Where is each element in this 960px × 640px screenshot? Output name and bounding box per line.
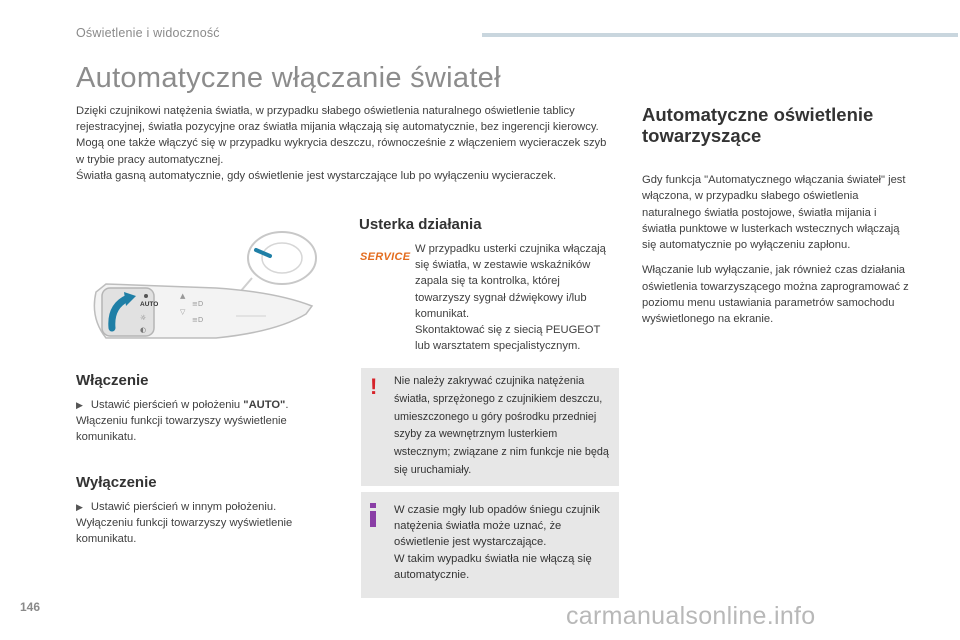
auto-label: AUTO [140, 301, 159, 308]
svg-text:≡D: ≡D [192, 316, 204, 324]
svg-text:▽: ▽ [180, 308, 186, 316]
switch-on-instruction-end: . [285, 399, 289, 411]
section-header: Oświetlenie i widoczność [76, 26, 220, 40]
fault-heading: Usterka działania [359, 216, 482, 233]
follow-me-heading: Automatyczne oświetlenie towarzyszące [642, 104, 874, 146]
header-accent-bar [482, 33, 958, 37]
info-paragraph: W czasie mgły lub opadów śniegu czujnik natężenia światła może uznać, że oświetlenie jest wystarczające. [394, 504, 600, 549]
switch-on-body: Włączeniu funkcji towarzyszy wyświetlenie komunikatu. [76, 415, 287, 444]
light-stalk-illustration [76, 222, 346, 362]
switch-on-heading: Włączenie [76, 372, 149, 389]
fault-text [415, 241, 615, 354]
svg-text:◐: ◐ [140, 326, 147, 334]
follow-me-paragraph-2: Włączanie lub wyłączanie, jak również czas działania oświetlenia towarzyszącego można zaprogramować z poziomu menu ustawiania parametrów samochodu wyświetlonego na ekranie. [642, 264, 909, 326]
switch-on-instruction [76, 397, 336, 413]
exclamation-icon: ! [370, 374, 378, 399]
switch-on-text [76, 397, 336, 446]
svg-text:☼: ☼ [140, 314, 147, 322]
bullet-icon: ▶ [76, 502, 83, 512]
fault-paragraph: W przypadku usterki czujnika włączają się światła, w zestawie wskaźników zapala się ta kontrolka, której towarzyszy sygnał dźwiękowy i/lub komunikat. [415, 243, 606, 320]
svg-text:≡D: ≡D [192, 300, 204, 308]
watermark: carmanualsonline.info [566, 602, 816, 630]
fault-paragraph-2: Skontaktować się z siecią PEUGEOT lub warsztatem specjalistycznym. [415, 324, 601, 353]
follow-me-paragraph-1: Gdy funkcja "Automatycznego włączania świateł" jest włączona, w przypadku słabego oświetlenia naturalnego światła postojowe, światła mijania i światła punktowe w lusterkach wstecznych włączają się automatycznie po wyłączeniu zapłonu. [642, 174, 906, 252]
page-title: Automatyczne włączanie świateł [76, 62, 501, 94]
switch-off-instruction [76, 499, 336, 515]
info-paragraph-2: W takim wypadku światła nie włączą się automatycznie. [394, 552, 592, 581]
intro-paragraph-2: Światła gasną automatycznie, gdy oświetlenie jest wystarczające lub po wyłączeniu wycieraczek. [76, 169, 557, 182]
switch-off-body: Wyłączeniu funkcji towarzyszy wyświetlenie komunikatu. [76, 517, 293, 546]
warning-text: Nie należy zakrywać czujnika natężenia światła, sprzężonego z czujnikiem deszczu, umieszczonego u góry pośrodku przedniej szyby za wewnętrznym lusterkiem wstecznym; związane z nim funkcje nie będą się uruchamiały. [394, 375, 609, 476]
service-warning-lamp-icon: SERVICE [360, 251, 411, 263]
switch-on-auto-value: "AUTO" [243, 399, 286, 411]
page-number: 146 [20, 600, 41, 614]
switch-on-instruction-start: Ustawić pierścień w położeniu [90, 399, 244, 411]
switch-off-heading: Wyłączenie [76, 474, 157, 491]
info-icon [367, 503, 379, 527]
info-text [394, 502, 616, 583]
intro-paragraph: Dzięki czujnikowi natężenia światła, w przypadku słabego oświetlenia naturalnego oświetlenie tablicy rejestracyjnej, światła pozycyjne oraz światła mijania włączają się automatycznie, bez ingerencji kierowcy. Mogą one także włączyć się w przypadku wykrycia deszczu, równocześnie z włączeniem wycieraczek szyb w trybie pracy automatycznej. [76, 105, 607, 166]
switch-off-instruction-text: Ustawić pierścień w innym położeniu. [90, 501, 277, 513]
svg-text:▲: ▲ [180, 292, 186, 300]
bullet-icon: ▶ [76, 400, 83, 410]
intro-text [76, 103, 616, 184]
switch-off-text [76, 499, 336, 548]
follow-me-text [642, 172, 910, 337]
light-stalk-drawing [76, 222, 346, 362]
